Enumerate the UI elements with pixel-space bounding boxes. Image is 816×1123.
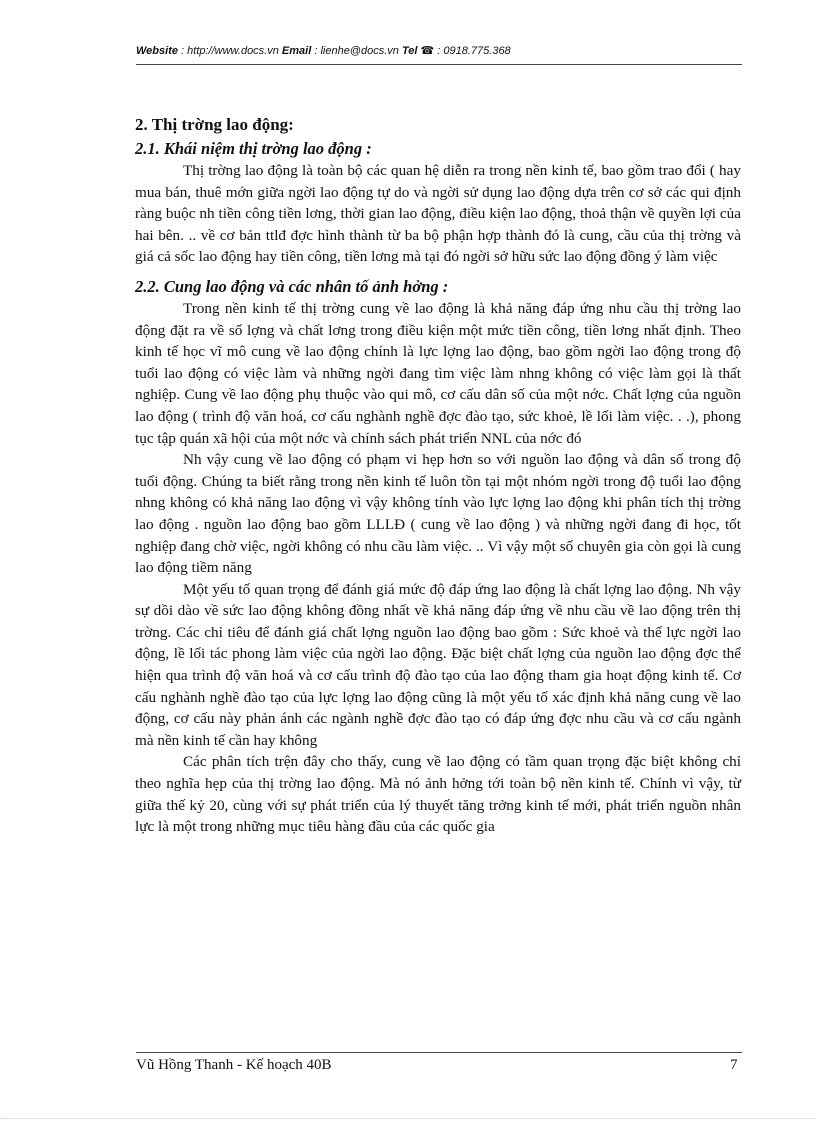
subsection-title-2-1: 2.1. Khái niệm thị trờng lao động : [135, 139, 372, 158]
paragraph: Các phân tích trện đây cho thấy, cung về lao động có tầm quan trọng đặc biệt không chỉ theo nghĩa hẹp của thị trờng lao động. Mà nó ảnh hởng tới toàn bộ nền kinh tế. Chính vì vậy, từ giữa thế kỷ 20, cùng với sự phát triển của lý thuyết tăng trởng kinh tế mới, phát triển nguồn nhân lực là một trong những mục tiêu hàng đầu của các quốc gia [135, 753, 741, 836]
email-value[interactable]: : lienhe@docs.vn [311, 45, 402, 57]
tel-value: : 0918.775.368 [434, 45, 511, 57]
paragraph: Thị trờng lao động là toàn bộ các quan hệ diễn ra trong nền kinh tế, bao gồm trao đổi ( hay mua bán, thuê mớn giữa ngời lao động tự do và ngời sử dụng lao động dựa trên cơ sở các qui định ràng buộc nh tiền công tiền lơng, thời gian lao động, điều kiện lao động, thoả thận về quyền lợi của hai bên. .. về cơ bản ttlđ đợc hình thành từ ba bộ phận hợp thành đó là cung, cầu của thị trờng và giá cả sốc lao động hay tiền công, tiền lơng mà tại đó ngời sở hữu sức lao động đồng ý làm việc [135, 162, 741, 266]
website-label: Website [136, 45, 178, 57]
header-divider [136, 64, 742, 65]
page-header [136, 44, 742, 57]
subsection-title-2-2: 2.2. Cung lao động và các nhân tố ảnh hởng : [135, 276, 449, 296]
tel-label: Tel [401, 45, 418, 57]
footer-author: Vũ Hồng Thanh - Kế hoạch 40B [136, 1057, 332, 1073]
footer-divider [136, 1052, 742, 1053]
document-body [135, 112, 741, 838]
paragraph: Trong nền kinh tế thị trờng cung về lao động là khả năng đáp ứng nhu cầu thị trờng lao động đặt ra về số lợng và chất lơng trong điều kiện một mức tiền công, tiền lơng nhất định. Theo kinh tế học vĩ mô cung về lao động chính là lực lợng lao động, bao gồm ngời lao động trong độ tuổi lao động có việc làm và những ngời đang tìm việc làm nhng không có việc làm gọi là thất nghiệp. Cung về lao động phụ thuộc vào qui mô, cơ cấu dân số của một nớc. Chất lợng của nguồn lao động ( trình độ văn hoá, cơ cấu nghành nghề đợc đào tạo, sức khoẻ, lề lối làm việc. . .), phong tục tập quán xã hội của một nớc và chính sách phát triển NNL của nớc đó [135, 299, 741, 447]
website-value[interactable]: : http://www.docs.vn [177, 45, 282, 57]
email-label: Email [281, 45, 312, 57]
phone-icon: ☎ [420, 45, 435, 57]
paragraph: Nh vậy cung về lao động có phạm vi hẹp hơn so với nguồn lao động và dân số trong độ tuổi động. Chúng ta biết rằng trong nền kinh tế luôn tồn tại một nhóm ngời trong độ tuổi lao động nhng không có khả năng lao động vì vậy không tính vào lực lợng lao động khi phân tích thị trờng lao động . nguồn lao động bao gồm LLLĐ ( cung về lao động ) và những ngời đang đi học, tốt nghiệp đang chờ việc, ngời không có nhu cầu làm việc. .. Vì vậy một số chuyên gia còn gọi là cung lao động tiềm năng [135, 451, 741, 577]
page-bottom-edge [0, 1118, 816, 1119]
page-number: 7 [730, 1057, 738, 1073]
paragraph: Một yếu tố quan trọng để đánh giá mức độ đáp ứng lao động là chất lợng lao động. Nh vậy sự dồi dào về sức lao động không đồng nhất về khả năng đáp ứng về nhu cầu về lao động trên thị trờng. Các chỉ tiêu để đánh giá chất lợng nguồn lao động bao gồm : Sức khoẻ và thể lực ngời lao động, lề lối tác phong làm việc của ngời lao động. Đặc biệt chất lợng của nguồn lao động đợc thể hiện qua trình độ văn hoá và cơ cấu trình độ đào tạo của lao động tham gia hoạt động kinh tế. Cơ cấu nghành nghề đào tạo của lực lợng lao động cũng là một yếu tố xác định khả năng cung về lao động, cơ cấu này phản ánh các ngành nghề đợc đào tạo có đáp ứng đợc nhu cầu và cơ cấu ngành mà nền kinh tế cần hay không [135, 580, 741, 749]
section-title: 2. Thị trờng lao động: [135, 115, 294, 134]
